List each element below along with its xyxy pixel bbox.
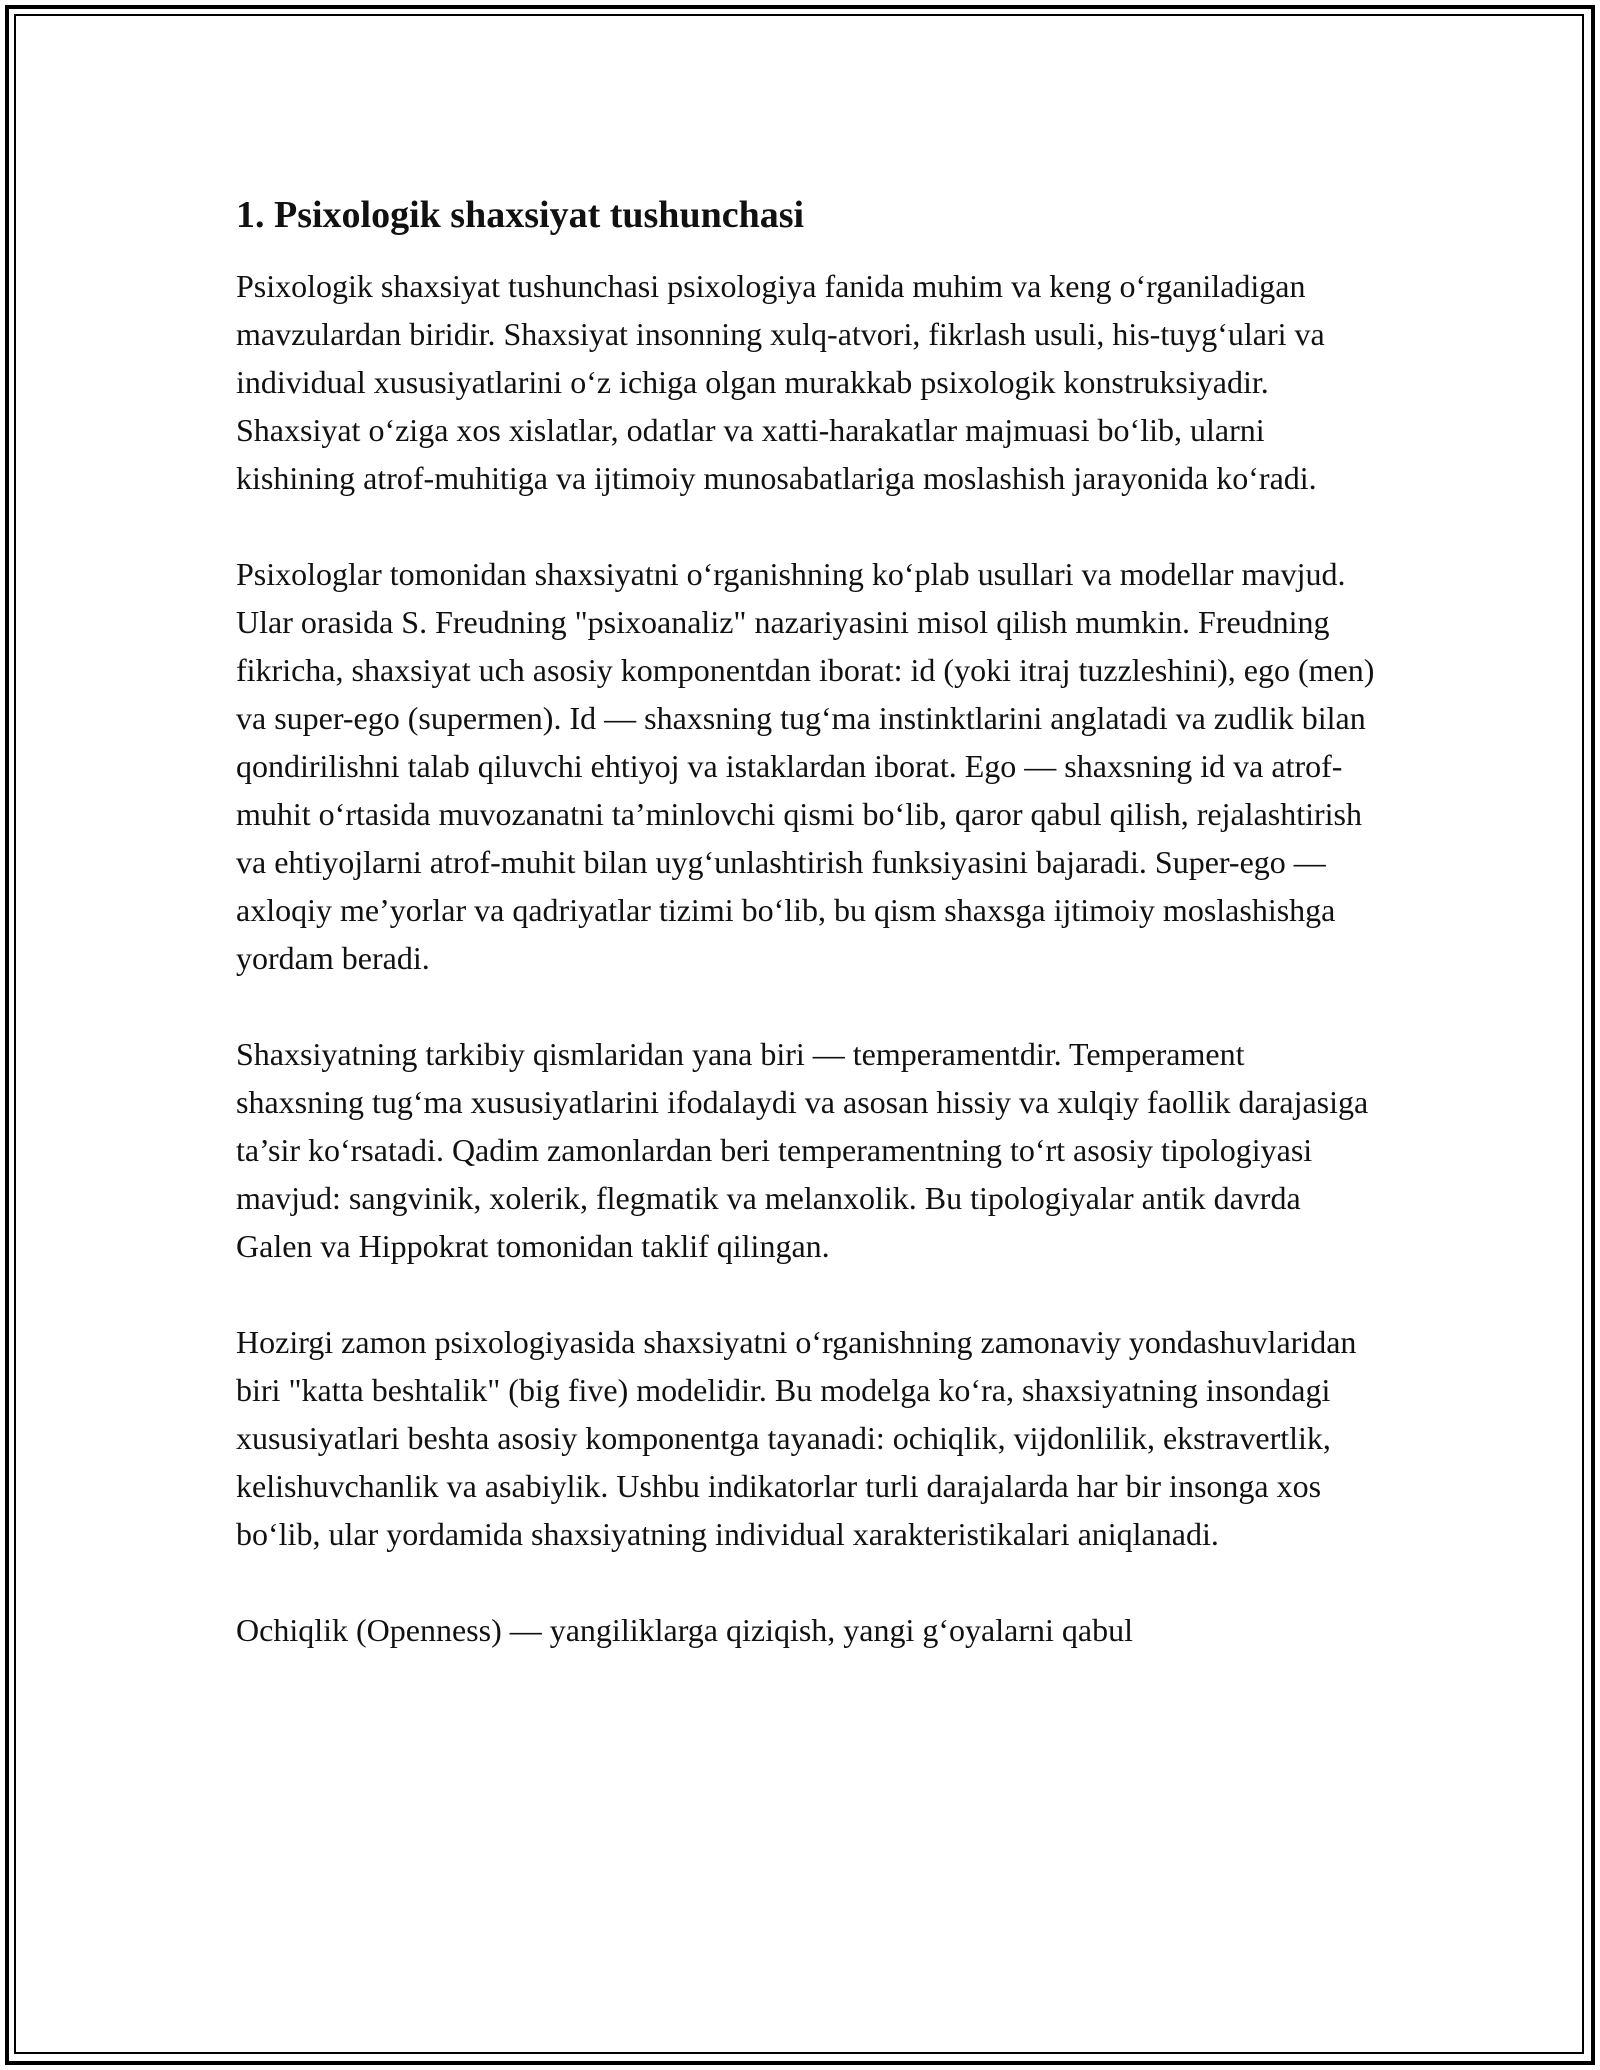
paragraph-intro: Psixologik shaxsiyat tushunchasi psixologiya fanida muhim va keng o‘rganiladigan mavzulardan biridir. Shaxsiyat insonning xulq-atvori, fikrlash usuli, his-tuyg‘ulari va individual xususiyatlarini o‘z ichiga olgan murakkab psixologik konstruksiyadir. Shaxsiyat o‘ziga xos xislatlar, odatlar va xatti-harakatlar majmuasi bo‘lib, ularni kishining atrof-muhitiga va ijtimoiy munosabatlariga moslashish jarayonida ko‘radi. [236, 268, 1325, 496]
paragraph-openness: Ochiqlik (Openness) — yangiliklarga qiziqish, yangi g‘oyalarni qabul [236, 1612, 1133, 1648]
section-heading: 1. Psixologik shaxsiyat tushunchasi [236, 194, 805, 236]
document-body [236, 190, 1376, 1702]
paragraph-big-five: Hozirgi zamon psixologiyasida shaxsiyatni o‘rganishning zamonaviy yondashuvlaridan biri "katta beshtalik" (big five) modelidir. Bu modelga ko‘ra, shaxsiyatning insondagi xususiyatlari beshta asosiy komponentga tayanadi: ochiqlik, vijdonlilik, ekstravertlik, kelishuvchanlik va asabiylik. Ushbu indikatorlar turli darajalarda har bir insonga xos bo‘lib, ular yordamida shaxsiyatning individual xarakteristikalari aniqlanadi. [236, 1324, 1357, 1552]
paragraph-freud: Psixologlar tomonidan shaxsiyatni o‘rganishning ko‘plab usullari va modellar mavjud. Ular orasida S. Freudning "psixoanaliz" nazariyasini misol qilish mumkin. Freudning fikricha, shaxsiyat uch asosiy komponentdan iborat: id (yoki itraj tuzzleshini), ego (men) va super-ego (supermen). Id — shaxsning tug‘ma instinktlarini anglatadi va zudlik bilan qondirilishni talab qiluvchi ehtiyoj va istaklardan iborat. Ego — shaxsning id va atrof-muhit o‘rtasida muvozanatni ta’minlovchi qismi bo‘lib, qaror qabul qilish, rejalashtirish va ehtiyojlarni atrof-muhit bilan uyg‘unlashtirish funksiyasini bajaradi. Super-ego — axloqiy me’yorlar va qadriyatlar tizimi bo‘lib, bu qism shaxsga ijtimoiy moslashishga yordam beradi. [236, 556, 1375, 976]
paragraph-temperament: Shaxsiyatning tarkibiy qismlaridan yana biri — temperamentdir. Temperament shaxsning tug‘ma xususiyatlarini ifodalaydi va asosan hissiy va xulqiy faollik darajasiga ta’sir ko‘rsatadi. Qadim zamonlardan beri temperamentning to‘rt asosiy tipologiyasi mavjud: sangvinik, xolerik, flegmatik va melanxolik. Bu tipologiyalar antik davrda Galen va Hippokrat tomonidan taklif qilingan. [236, 1036, 1369, 1264]
